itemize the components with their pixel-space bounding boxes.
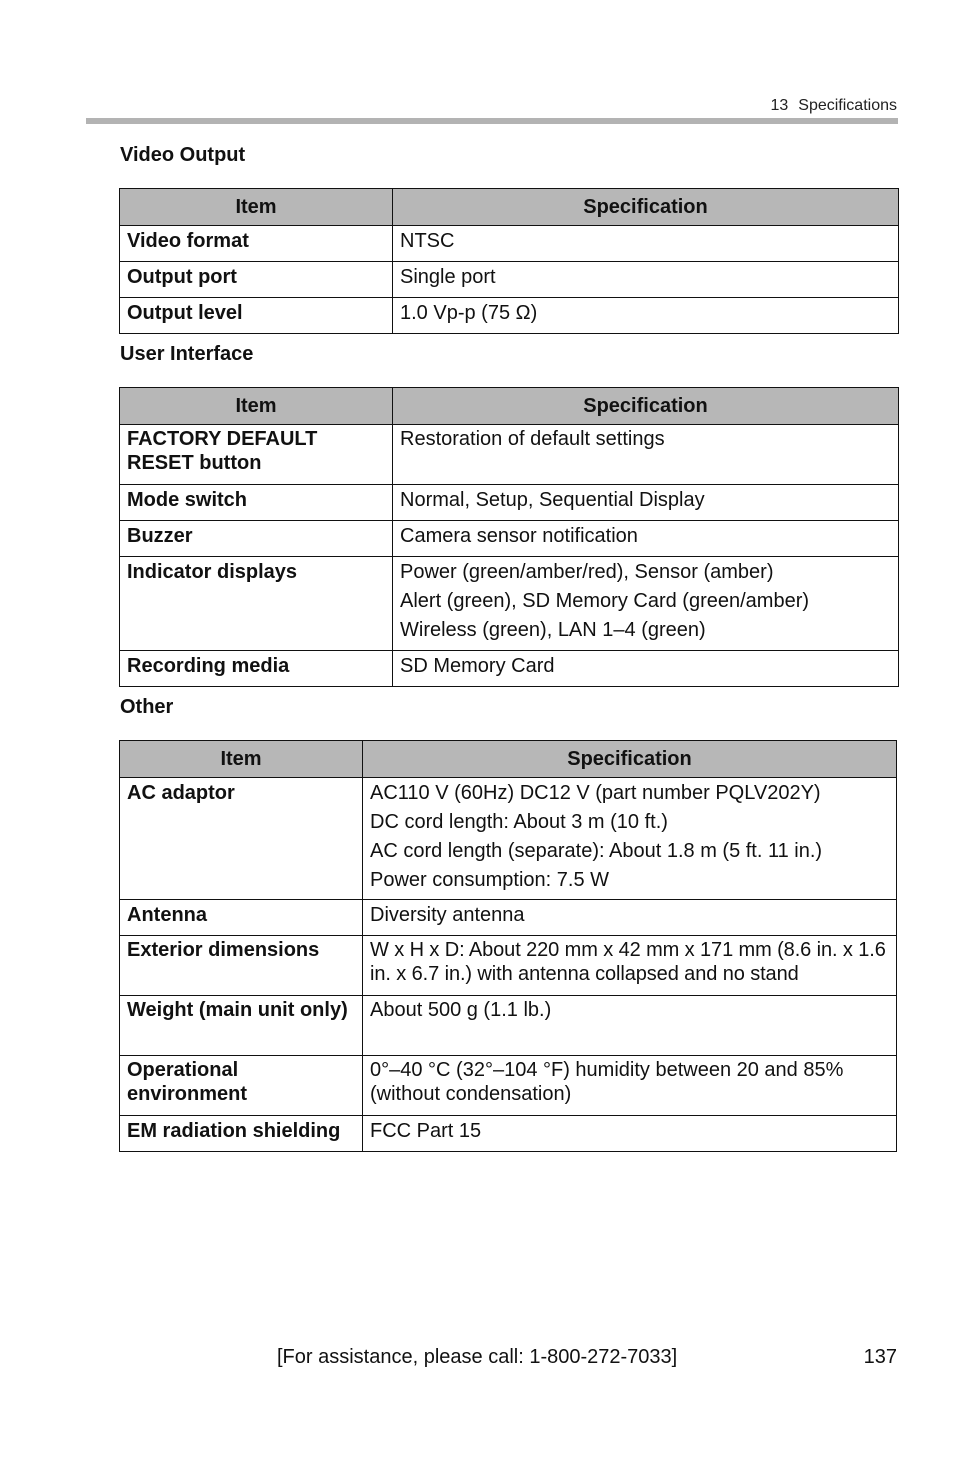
table-row <box>120 226 899 262</box>
row-spec: Camera sensor notification <box>393 521 899 557</box>
assistance-phone-text: [For assistance, please call: 1-800-272-7033] <box>277 1346 678 1368</box>
row-spec: SD Memory Card <box>393 651 899 687</box>
row-item: Mode switch <box>120 485 393 521</box>
row-item: Indicator displays <box>120 557 393 651</box>
table-row <box>120 651 899 687</box>
row-item: EM radiation shielding <box>120 1116 363 1152</box>
section-title-other: Other <box>120 696 174 718</box>
row-item: Exterior dimensions <box>120 936 363 996</box>
row-item: Output level <box>120 298 393 334</box>
chapter-number: 13 <box>770 97 789 114</box>
row-item: Antenna <box>120 900 363 936</box>
table-row <box>120 936 897 996</box>
table-row <box>120 298 899 334</box>
table-row <box>120 1116 897 1152</box>
row-spec: NTSC <box>393 226 899 262</box>
row-spec: Diversity antenna <box>363 900 897 936</box>
spec-line: AC110 V (60Hz) DC12 V (part number PQLV202Y) <box>370 782 821 804</box>
table-row <box>120 485 899 521</box>
spec-line: AC cord length (separate): About 1.8 m (5 ft. 11 in.) <box>370 840 823 862</box>
section-title-user-interface: User Interface <box>120 343 254 365</box>
row-item: Operational environment <box>120 1056 363 1116</box>
row-item: Weight (main unit only) <box>120 996 363 1056</box>
row-item: Buzzer <box>120 521 393 557</box>
table-row <box>120 557 899 651</box>
row-spec: About 500 g (1.1 lb.) <box>363 996 897 1056</box>
spec-line: Wireless (green), LAN 1–4 (green) <box>400 619 706 641</box>
row-item: AC adaptor <box>120 778 363 900</box>
row-spec: 0°–40 °C (32°–104 °F) humidity between 20 and 85% (without condensation) <box>363 1056 897 1116</box>
video-output-table <box>119 188 899 334</box>
spec-line: Power (green/amber/red), Sensor (amber) <box>400 561 774 583</box>
table-header-row <box>120 741 897 778</box>
column-header-item: Item <box>120 741 363 778</box>
row-item: Recording media <box>120 651 393 687</box>
row-item: FACTORY DEFAULT RESET button <box>120 425 393 485</box>
header-rule <box>86 118 898 124</box>
column-header-specification: Specification <box>393 388 899 425</box>
spec-line: DC cord length: About 3 m (10 ft.) <box>370 811 668 833</box>
row-spec: Normal, Setup, Sequential Display <box>393 485 899 521</box>
spec-line: Alert (green), SD Memory Card (green/amber) <box>400 590 810 612</box>
table-row <box>120 425 899 485</box>
table-row <box>120 521 899 557</box>
row-spec <box>393 557 899 651</box>
other-table <box>119 740 897 1152</box>
chapter-title: Specifications <box>798 97 897 114</box>
table-row <box>120 996 897 1056</box>
row-item: Video format <box>120 226 393 262</box>
column-header-item: Item <box>120 189 393 226</box>
row-spec <box>363 778 897 900</box>
user-interface-table <box>119 387 899 687</box>
section-title-video-output: Video Output <box>120 144 246 166</box>
column-header-item: Item <box>120 388 393 425</box>
column-header-specification: Specification <box>363 741 897 778</box>
table-row <box>120 900 897 936</box>
table-header-row <box>120 189 899 226</box>
running-head <box>770 97 897 115</box>
spec-line: Power consumption: 7.5 W <box>370 869 609 891</box>
table-header-row <box>120 388 899 425</box>
table-row <box>120 778 897 900</box>
table-row <box>120 1056 897 1116</box>
row-spec: Single port <box>393 262 899 298</box>
row-spec: Restoration of default settings <box>393 425 899 485</box>
row-spec: W x H x D: About 220 mm x 42 mm x 171 mm (8.6 in. x 1.6 in. x 6.7 in.) with antenna collapsed and no stand <box>363 936 897 996</box>
row-spec: FCC Part 15 <box>363 1116 897 1152</box>
page-number: 137 <box>863 1346 897 1368</box>
row-spec: 1.0 Vp-p (75 Ω) <box>393 298 899 334</box>
column-header-specification: Specification <box>393 189 899 226</box>
table-row <box>120 262 899 298</box>
row-item: Output port <box>120 262 393 298</box>
